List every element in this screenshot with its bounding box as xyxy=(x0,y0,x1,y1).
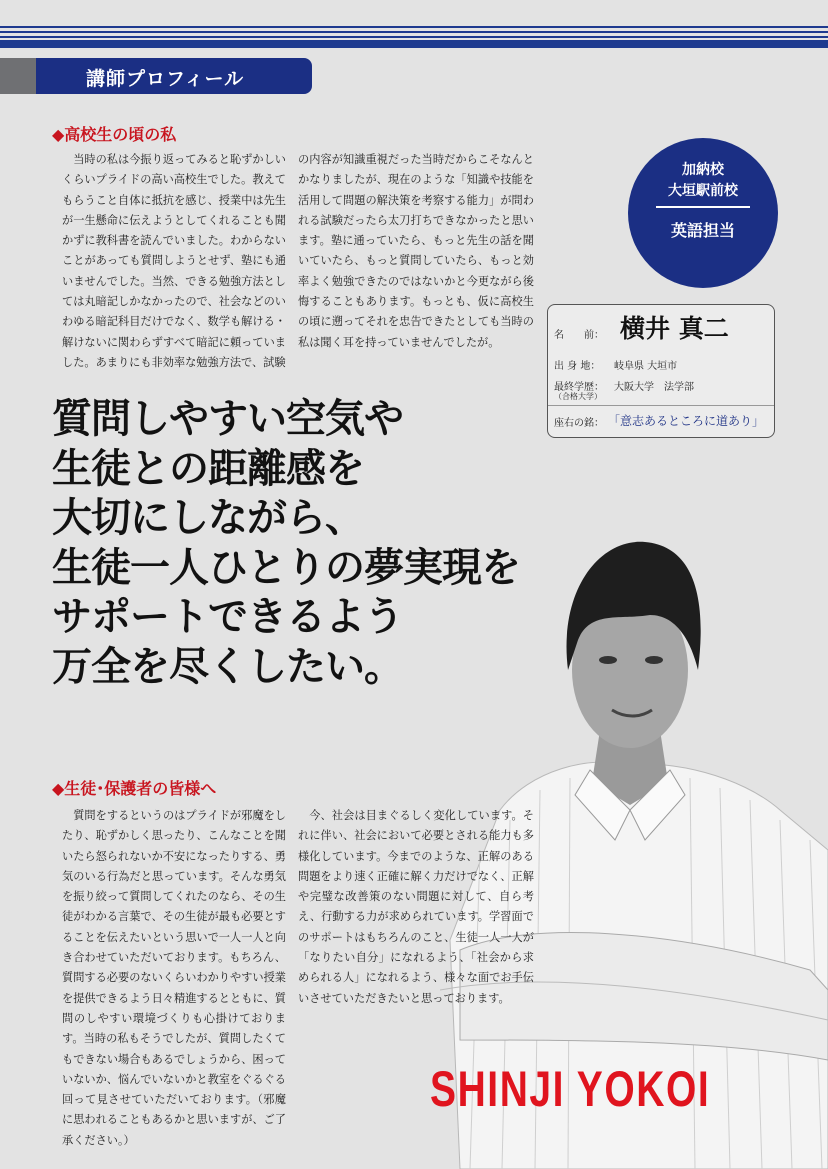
education-label: 最終学歴： xyxy=(554,382,604,393)
highschool-text-col2: の内容が知識重視だった当時だからこそなんとかなりましたが、現在のような「知識や技能を活用して問題の解決策を考察する能力」が問われる試験だったら太刀打ちできなかったと思います。塾に通っていたら、もっと先生の話を聞いていたら、もっと質問していたら、もっと効率よく勉強できたのではないかと今更ながら後悔することもあります。もっとも、仮に高校生の頃に遡ってそれを忠告できたとしても当時の私は聞く耳を持っていませんでしたが。 xyxy=(298,153,534,349)
education-value: 大阪大学 法学部 xyxy=(614,382,694,393)
birthplace-label: 出 身 地： xyxy=(554,361,601,372)
headline-line-4: 生徒一人ひとりの夢実現を xyxy=(52,543,520,591)
top-stripes xyxy=(0,26,828,48)
message-text-col2: 今、社会は目まぐるしく変化しています。それに伴い、社会において必要とされる能力も多様化しています。今までのような、正解のある問題をより速く正確に解く力だけでなく、正解や完璧な改善策のない問題に対して、自ら考え、行動する力が求められています。学習面でのサポートはもちろんのこと、生徒一人一人が「なりたい自分」になれるよう、「社会から求められる人」になれるよう、様々な面でお手伝いさせていただきたいと思っております。 xyxy=(298,809,534,1005)
headline-line-5: サポートできるよう xyxy=(52,593,403,640)
message-text-col1: 質問をするというのはプライドが邪魔をしたり、恥ずかしく思ったり、こんなことを聞いたら怒られないか不安になったりする、勇気のいる行為だと思っています。そんな勇気を振り絞って質問してくれたのなら、その生徒がわかる言葉で、その生徒が最も必要とすることを伝えたいという思いで一人一人と向き合わせていただいております。もちろん、質問する必要のないくらいわかりやすい授業を提供できるよう日々精進するとともに、質問のしやすい環境づくりも心掛けております。当時の私もそうでしたが、質問したくてもできない場合もあるでしょうから、困っていないか、悩んでいないかと教室をぐるぐる回って見させていただいております。（邪魔に思われることもあるかと思いますが、ご了承ください。） xyxy=(62,809,286,1147)
motto-label: 座右の銘： xyxy=(554,418,604,429)
page-title: 講師プロフィール xyxy=(86,68,245,90)
teacher-name-english: SHINJI YOKOI xyxy=(430,1061,711,1117)
badge-divider xyxy=(656,206,750,208)
motto-value: 「意志あるところに道あり」 xyxy=(608,414,765,428)
birthplace-value: 岐阜県 大垣市 xyxy=(614,361,678,372)
profile-card xyxy=(547,304,775,438)
headline-line-3: 大切にしながら、 xyxy=(52,494,364,541)
campus-name-1: 加納校 xyxy=(682,162,724,178)
subject-label: 英語担当 xyxy=(670,221,735,240)
education-sublabel: （合格大学） xyxy=(554,392,602,401)
name-label: 名 前： xyxy=(554,330,604,341)
teacher-name: 横井 真二 xyxy=(620,314,729,343)
section-heading-highschool: ◆高校生の頃の私 xyxy=(52,125,177,144)
campus-name-2: 大垣駅前校 xyxy=(668,183,738,199)
header-accent xyxy=(0,58,36,94)
headline-line-1: 質問しやすい空気や xyxy=(52,395,403,442)
section-heading-message: ◆生徒･保護者の皆様へ xyxy=(52,779,217,798)
headline-line-6: 万全を尽くしたい。 xyxy=(52,642,403,690)
campus-badge xyxy=(628,138,778,288)
profile-divider xyxy=(548,405,774,406)
highschool-text-col1: 当時の私は今振り返ってみると恥ずかしいくらいプライドの高い高校生でした。教えてもらうこと自体に抵抗を感じ、授業中は先生が一生懸命に伝えようとしてくれることも聞かずに教科書を読んでいました。わからないことがあっても質問しようとせず、塾にも通いませんでした。当然、できる勉強方法としては丸暗記しかなかったので、社会などのいわゆる暗記科目だけでなく、数学も解ける・解けないに関わらずすべて暗記に頼っていました。あまりにも非効率な勉強方法で、試験 xyxy=(62,153,286,369)
headline-line-2: 生徒との距離感を xyxy=(52,444,364,492)
